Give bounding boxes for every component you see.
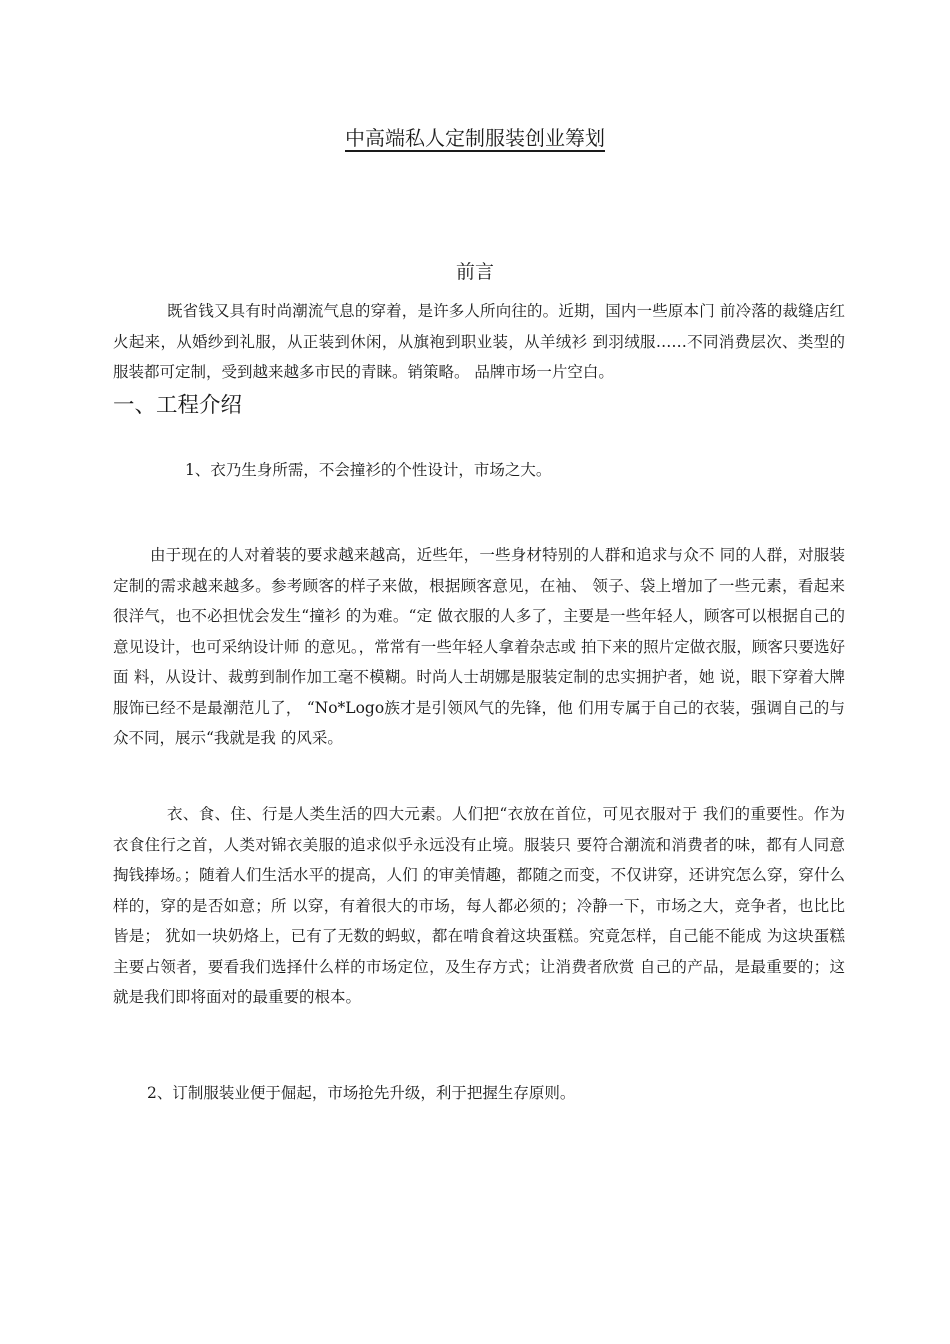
subheading-2: 2、订制服装业便于倔起，市场抢先升级，利于把握生存原则。 xyxy=(147,1084,576,1102)
body-paragraph-2: 衣、食、住、行是人类生活的四大元素。人们把“衣放在首位，可见衣服对于 我们的重要性。作为衣食住行之首，人类对锦衣美服的追求似乎永远没有止境。服装只 要符合潮流和消费者的味，都有人同意掏钱捧场。；随着人们生活水平的提高，人们 的审美情趣，都随之而变，不仅讲穿，还讲究怎么穿，穿什么样的，穿的是否如意；所 以穿，有着很大的市场，每人都必须的；冷静一下，市场之大，竞争者，也比比皆是； 犹如一块奶烙上，已有了无数的蚂蚁，都在啃食着这块蛋糕。究竟怎样，自己能不能成 为这块蛋糕主要占领者，要看我们选择什么样的市场定位，及生存方式；让消费者欣赏 自己的产品，是最重要的；这就是我们即将面对的最重要的根本。 xyxy=(113,805,845,1006)
preface-heading: 前言 xyxy=(455,261,494,283)
preface-paragraph: 既省钱又具有时尚潮流气息的穿着，是许多人所向往的。近期，国内一些原本门 前冷落的裁缝店红火起来，从婚纱到礼服，从正装到休闲，从旗袍到职业装，从羊绒衫 到羽绒服……不同消费层次、类型的服装都可定制，受到越来越多市民的青睐。销策略。 品牌市场一片空白。 xyxy=(113,302,845,381)
subheading-1: 1、衣乃生身所需，不会撞衫的个性设计，市场之大。 xyxy=(185,461,552,479)
section-heading-project-intro: 一、工程介绍 xyxy=(113,393,243,418)
document-title: 中高端私人定制服装创业筹划 xyxy=(345,126,605,150)
body-paragraph-1: 由于现在的人对着装的要求越来越高，近些年，一些身材特别的人群和追求与众不 同的人群，对服装定制的需求越来越多。参考顾客的样子来做，根据顾客意见，在袖、 领子、袋上增加了一些元素，看起来很洋气，也不必担忧会发生“撞衫 的为难。“定 做衣服的人多了，主要是一些年轻人，顾客可以根据自己的意见设计，也可采纳设计师 的意见。，常常有一些年轻人拿着杂志或 拍下来的照片定做衣服，顾客只要选好面 料，从设计、裁剪到制作加工毫不模糊。时尚人士胡娜是服装定制的忠实拥护者，她 说，眼下穿着大牌服饰已经不是最潮范儿了， “No*Logo族才是引领风气的先锋，他 们用专属于自己的衣装，强调自己的与众不同，展示“我就是我 的风采。 xyxy=(113,546,845,747)
